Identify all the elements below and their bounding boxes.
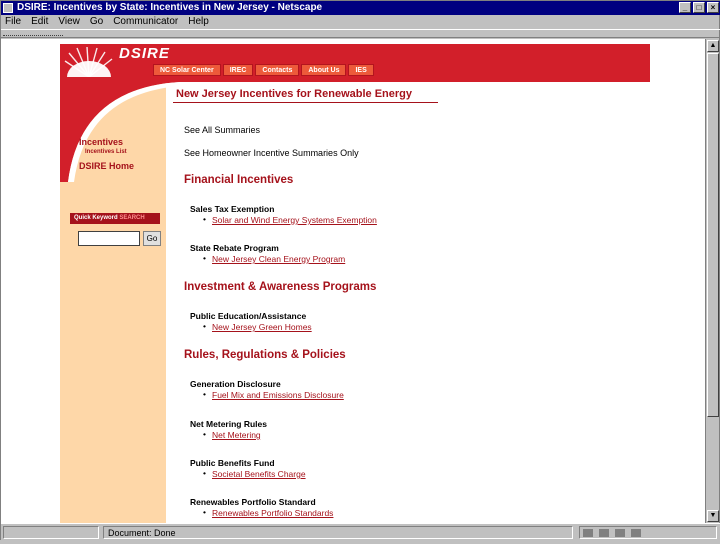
scroll-thumb[interactable] bbox=[707, 53, 719, 417]
group-net-metering-rules bbox=[190, 419, 267, 440]
group-sales-tax-exemption bbox=[190, 204, 377, 225]
keyword-accent: SEARCH bbox=[119, 215, 145, 221]
navigator-icon[interactable] bbox=[583, 529, 593, 537]
menu-view[interactable]: View bbox=[58, 16, 80, 27]
composer-icon[interactable] bbox=[631, 529, 641, 537]
left-nav bbox=[79, 137, 134, 171]
keyword-label: Quick Keyword bbox=[74, 215, 118, 221]
discussion-icon[interactable] bbox=[615, 529, 625, 537]
incentive-link[interactable]: Renewables Portfolio Standards bbox=[212, 508, 334, 518]
scroll-down-arrow-icon[interactable]: ▼ bbox=[707, 510, 719, 522]
menu-go[interactable]: Go bbox=[89, 16, 104, 27]
list-item bbox=[190, 390, 344, 400]
scroll-up-arrow-icon[interactable]: ▲ bbox=[707, 40, 719, 52]
title-bar bbox=[1, 1, 720, 15]
group-generation-disclosure bbox=[190, 379, 344, 400]
see-all-summaries-link[interactable]: See All Summaries bbox=[184, 125, 261, 135]
incentive-link[interactable]: Fuel Mix and Emissions Disclosure bbox=[212, 390, 344, 400]
keyword-search-input[interactable] bbox=[78, 231, 140, 246]
group-title: Net Metering Rules bbox=[190, 419, 267, 429]
incentive-link[interactable]: Societal Benefits Charge bbox=[212, 469, 306, 479]
tab-about-us[interactable]: About Us bbox=[301, 64, 346, 76]
close-button[interactable]: × bbox=[707, 2, 719, 13]
group-title: Public Benefits Fund bbox=[190, 458, 275, 468]
incentive-link[interactable]: New Jersey Green Homes bbox=[212, 322, 312, 332]
tab-contacts[interactable]: Contacts bbox=[255, 64, 299, 76]
menu-edit[interactable]: Edit bbox=[31, 16, 49, 27]
netscape-icon bbox=[3, 3, 13, 13]
nav-incentives[interactable]: Incentives bbox=[79, 137, 124, 147]
toolbar-grip[interactable] bbox=[3, 31, 63, 36]
tab-irec[interactable]: IREC bbox=[223, 64, 254, 76]
nav-dsire-home[interactable]: DSIRE Home bbox=[79, 161, 135, 171]
list-item bbox=[190, 254, 345, 264]
group-state-rebate-program bbox=[190, 243, 345, 264]
window-title: DSIRE: Incentives by State: Incentives in New Jersey - Netscape bbox=[17, 2, 323, 13]
sun-logo-icon bbox=[63, 47, 115, 77]
incentive-link[interactable]: Solar and Wind Energy Systems Exemption bbox=[212, 215, 377, 225]
incentive-link[interactable]: New Jersey Clean Energy Program bbox=[212, 254, 346, 264]
group-renewables-portfolio bbox=[190, 497, 333, 518]
menu-help[interactable]: Help bbox=[188, 16, 209, 27]
incentive-link[interactable]: Net Metering bbox=[212, 430, 261, 440]
list-item bbox=[190, 322, 312, 332]
page-viewport bbox=[1, 39, 707, 523]
list-item bbox=[190, 469, 306, 479]
page-title: New Jersey Incentives for Renewable Energy bbox=[176, 88, 412, 100]
menu-communicator[interactable]: Communicator bbox=[113, 16, 179, 27]
see-homeowner-summaries-link[interactable]: See Homeowner Incentive Summaries Only bbox=[184, 148, 359, 158]
tab-nc-solar-center[interactable]: NC Solar Center bbox=[153, 64, 221, 76]
list-item bbox=[190, 215, 377, 225]
group-title: Renewables Portfolio Standard bbox=[190, 497, 316, 507]
nav-incentives-list[interactable]: Incentives List bbox=[85, 149, 127, 155]
security-lock-icon[interactable] bbox=[3, 526, 99, 539]
menu-bar bbox=[1, 15, 720, 29]
go-button[interactable]: Go bbox=[143, 231, 161, 246]
collapsed-toolbar[interactable] bbox=[1, 29, 720, 38]
group-title: State Rebate Program bbox=[190, 243, 279, 253]
section-investment-awareness: Investment & Awareness Programs bbox=[184, 281, 377, 293]
list-item bbox=[190, 430, 267, 440]
top-nav bbox=[153, 64, 374, 76]
maximize-button[interactable]: □ bbox=[693, 2, 705, 13]
keyword-search-label bbox=[70, 213, 160, 224]
menu-file[interactable]: File bbox=[5, 16, 22, 27]
status-bar bbox=[1, 523, 720, 541]
mail-icon[interactable] bbox=[599, 529, 609, 537]
vertical-scrollbar[interactable] bbox=[705, 39, 719, 523]
group-title: Public Education/Assistance bbox=[190, 311, 307, 321]
group-public-benefits-fund bbox=[190, 458, 306, 479]
group-title: Generation Disclosure bbox=[190, 379, 281, 389]
status-text: Document: Done bbox=[103, 526, 573, 539]
component-bar bbox=[579, 526, 717, 539]
group-title: Sales Tax Exemption bbox=[190, 204, 275, 214]
title-divider bbox=[173, 102, 438, 103]
section-rules-regulations: Rules, Regulations & Policies bbox=[184, 349, 346, 361]
section-financial-incentives: Financial Incentives bbox=[184, 174, 294, 186]
list-item bbox=[190, 508, 333, 518]
minimize-button[interactable]: _ bbox=[679, 2, 691, 13]
group-public-education bbox=[190, 311, 312, 332]
tab-ies[interactable]: IES bbox=[348, 64, 373, 76]
site-brand[interactable]: DSIRE bbox=[119, 45, 170, 62]
